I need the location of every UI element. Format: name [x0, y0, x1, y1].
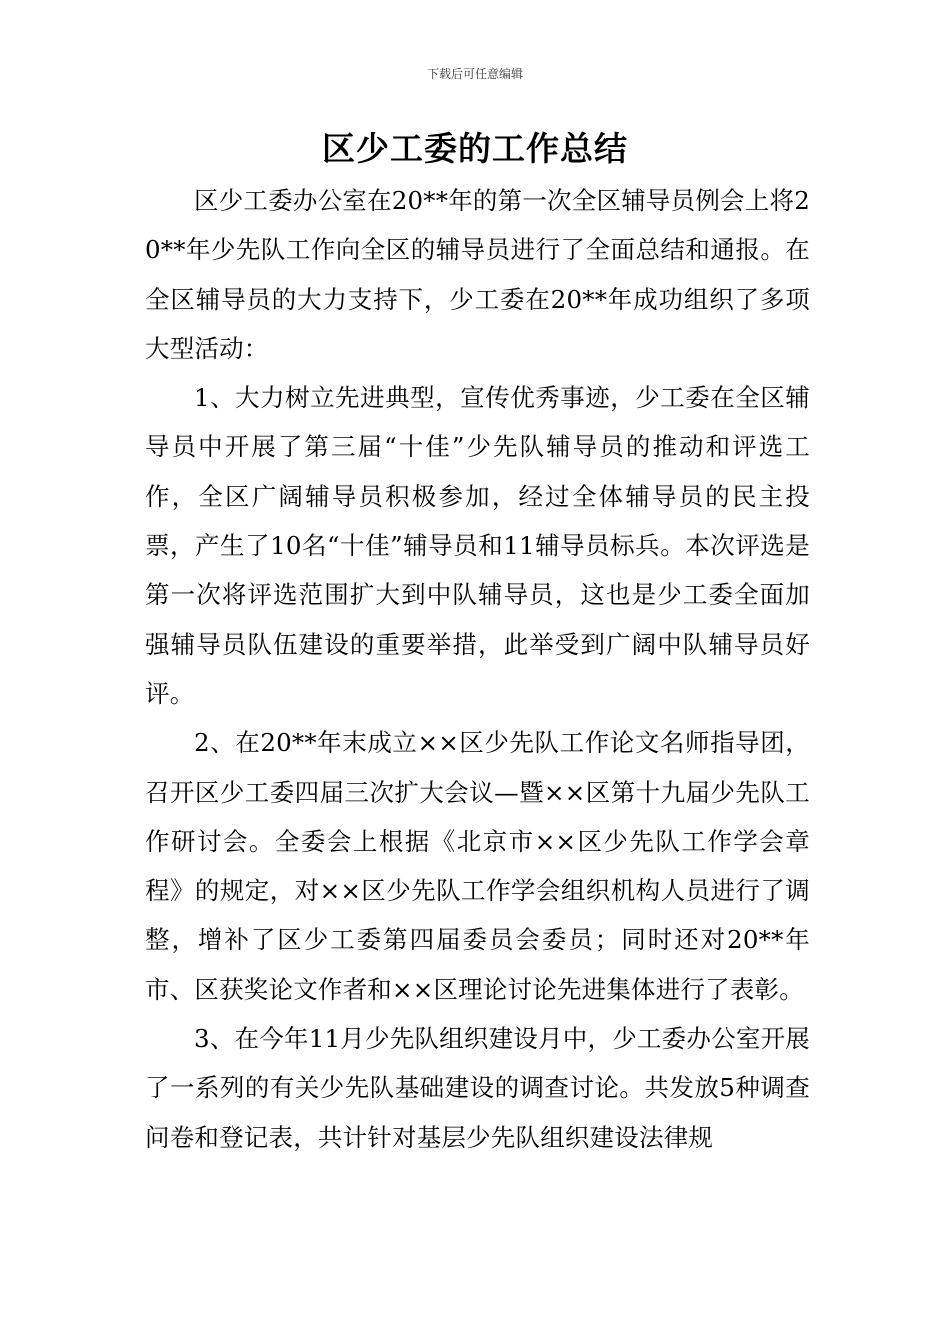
document-title: 区少工委的工作总结: [322, 129, 628, 168]
paragraph-item-1: 1、大力树立先进典型，宣传优秀事迹，少工委在全区辅导员中开展了第三届“十佳”少先队辅导员的推动和评选工作，全区广阔辅导员积极参加，经过全体辅导员的民主投票，产生了10名“十佳”辅导员和11辅导员标兵。本次评选是第一次将评选范围扩大到中队辅导员，这也是少工委全面加强辅导员队伍建设的重要举措，此举受到广阔中队辅导员好评。: [145, 383, 810, 708]
paragraph-item-2: 2、在20**年末成立××区少先队工作论文名师指导团，召开区少工委四届三次扩大会议—暨××区第十九届少先队工作研讨会。全委会上根据《北京市××区少先队工作学会章程》的规定，对××区少先队工作学会组织机构人员进行了调整，增补了区少工委第四届委员会委员；同时还对20**年市、区获奖论文作者和××区理论讨论先进集体进行了表彰。: [145, 728, 810, 1004]
paragraph-intro: 区少工委办公室在20**年的第一次全区辅导员例会上将20**年少先队工作向全区的辅导员进行了全面总结和通报。在全区辅导员的大力支持下，少工委在20**年成功组织了多项大型活动：: [145, 186, 810, 363]
document-body: [145, 176, 810, 1162]
header-note: 下载后可任意编辑: [426, 67, 523, 81]
paragraph-item-3: 3、在今年11月少先队组织建设月中，少工委办公室开展了一系列的有关少先队基础建设的调查讨论。共发放5种调查问卷和登记表，共计针对基层少先队组织建设法律规: [145, 1024, 810, 1152]
